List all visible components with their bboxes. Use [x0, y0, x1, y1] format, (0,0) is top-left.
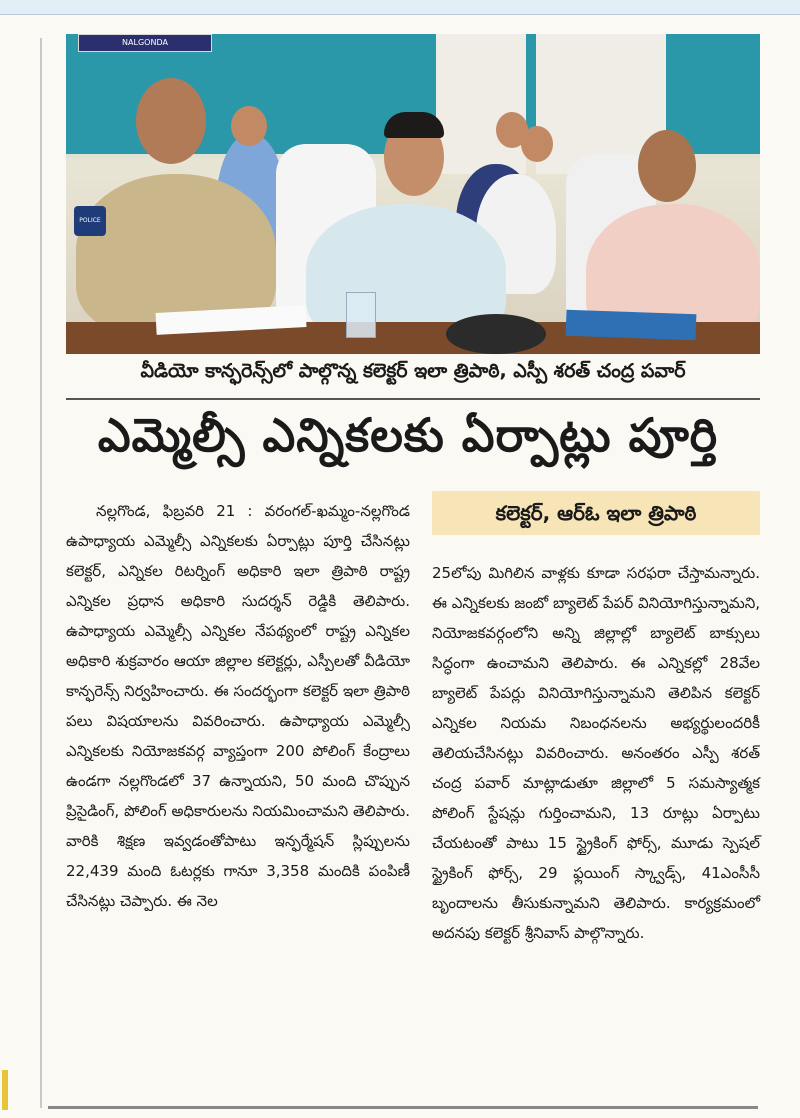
photo-caption: వీడియో కాన్ఫరెన్స్‌లో పాల్గొన్న కలెక్టర్ ఇలా త్రిపాఠి, ఎస్పీ శరత్ చంద్ర పవార్ [140, 360, 686, 382]
photo-collector-hair [384, 112, 444, 138]
photo-person-bg3-head [521, 126, 553, 162]
article-text-right: 25లోపు మిగిలిన వాళ్లకు కూడా సరఫరా చేస్తామన్నారు. ఈ ఎన్నికలకు జంబో బ్యాలెట్ పేపర్ వినియోగిస్తున్నామని, నియోజకవర్గంలోని అన్ని జిల్లాల్లో బ్యాలెట్ బాక్సులు సిద్ధంగా ఉంచామని తెలిపారు. ఈ ఎన్నికల్లో 28వేల బ్యాలెట్ పేపర్లు వినియోగిస్తున్నామని తెలిపిన కలెక్టర్ ఎన్నికల నియమ నిబంధనలను అభ్యర్థులందరికీ తెలియచేసినట్లు వివరించారు. అనంతరం ఎస్పీ శరత్ చంద్ర పవార్ మాట్లాడుతూ జిల్లాలో 5 సమస్యాత్మక పోలింగ్ స్టేషన్లు గుర్తించామని, 13 రూట్లు ఏర్పాటు చేయటంతో పాటు 15 స్ట్రైకింగ్ ఫోర్స్, మూడు స్పెషల్ స్ట్రైకింగ్ ఫోర్స్, 29 ఫ్లయింగ్ స్క్వాడ్స్, 41ఎంసీసీ బృందాలను తీసుకున్నామని తెలిపారు. కార్యక్రమంలో అదనపు కలెక్టర్ శ్రీనివాస్ పాల్గొన్నారు. [432, 564, 760, 942]
photo-water-glass [346, 292, 376, 338]
top-border [0, 0, 800, 15]
photo-window-left [436, 34, 526, 174]
photo-police-badge: POLICE [74, 206, 106, 236]
article-column-left [66, 496, 410, 916]
caption-divider [66, 398, 760, 400]
subheadline-box: కలెక్టర్, ఆర్ఓ ఇలా త్రిపాఠి [432, 491, 760, 535]
left-column-rule [40, 38, 42, 1108]
left-edge-mark [2, 1070, 8, 1110]
headline: ఎమ్మెల్సీ ఎన్నికలకు ఏర్పాట్లు పూర్తి [97, 408, 719, 462]
photo-person-bg1-head [231, 106, 267, 146]
photo-name-board: NALGONDA [78, 34, 212, 52]
photo-blue-file [566, 310, 697, 341]
news-photo [66, 34, 760, 354]
photo-conference-phone [446, 314, 546, 354]
photo-official-right-head [638, 130, 696, 202]
photo-police-officer-head [136, 78, 206, 164]
article-text-left: నల్లగొండ, ఫిబ్రవరి 21 : వరంగల్-ఖమ్మం-నల్లగొండ ఉపాధ్యాయ ఎమ్మెల్సీ ఎన్నికలకు ఏర్పాట్లు పూర్తి చేసినట్లు కలెక్టర్, ఎన్నికల రిటర్నింగ్ అధికారి ఇలా త్రిపాఠి రాష్ట్ర ఎన్నికల ప్రధాన అధికారి సుదర్శన్ రెడ్డికి తెలిపారు. ఉపాధ్యాయ ఎమ్మెల్సీ ఎన్నికల నేపథ్యంలో రాష్ట్ర ఎన్నికల అధికారి శుక్రవారం ఆయా జిల్లాల కలెక్టర్లు, ఎస్పీలతో వీడియో కాన్ఫరెన్స్ నిర్వహించారు. ఈ సందర్భంగా కలెక్టర్ ఇలా త్రిపాఠి పలు విషయాలను వివరించారు. ఉపాధ్యాయ ఎమ్మెల్సీ ఎన్నికలకు నియోజకవర్గ వ్యాప్తంగా 200 పోలింగ్ కేంద్రాలు ఉండగా నల్లగొండలో 37 ఉన్నాయని, 50 మంది చొప్పున ప్రిసైడింగ్, పోలింగ్ అధికారులను నియమించామని తెలిపారు. వారికి శిక్షణ ఇవ్వడంతోపాటు ఇన్ఫర్మేషన్ స్లిప్పులను 22,439 మంది ఓటర్లకు గానూ 3,358 మందికి పంపిణీ చేసినట్లు చెప్పారు. ఈ నెల [66, 502, 410, 910]
article-column-right [432, 558, 760, 948]
bottom-rule [48, 1106, 758, 1109]
